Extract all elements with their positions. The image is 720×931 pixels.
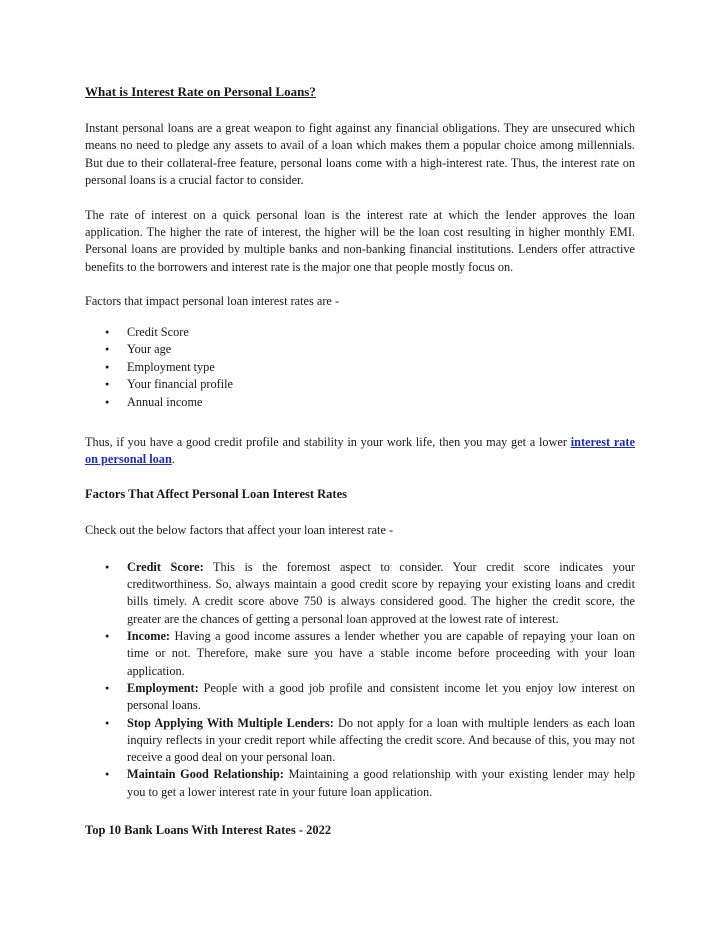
list-item [85,766,635,801]
detail-list [85,559,635,801]
list-item-text: Having a good income assures a lender whether you are capable of repaying your loan on time or not. Therefore, make sure you have a stable income before proceeding with your loan application. [127,629,635,678]
page-heading: What is Interest Rate on Personal Loans? [85,84,316,99]
list-item: ● Your financial profile [85,376,635,394]
document-page [85,82,635,858]
list-item: ● Annual income [85,394,635,412]
intro-paragraph: Instant personal loans are a great weapon to fight against any financial obligations. They are unsecured which means no need to pledge any assets to avail of a loan which makes them a popular choice among millennials. But due to their collateral-free feature, personal loans come with a high-interest rate. Thus, the interest rate on personal loans is a crucial factor to consider. [85,121,635,188]
list-item: ● Employment type [85,359,635,377]
list-item-term: Credit Score: [127,559,204,574]
list-item-text: This is the foremost aspect to consider. Your credit score indicates your creditworthiness. So, always maintain a good credit score by repaying your existing loans and credit bills timely. A credit score above 750 is always considered good. The higher the credit score, the greater are the chances of getting a personal loan approved at the lowest rate of interest. [127,559,636,626]
section-intro: Check out the below factors that affect your loan interest rate - [85,523,394,538]
section-heading: Factors That Affect Personal Loan Interest Rates [85,487,347,502]
factors-lead-paragraph: Factors that impact personal loan interest rates are - [85,294,340,309]
list-item [85,559,635,628]
list-item: ● Your age [85,341,635,359]
list-item-term: Income: [127,629,171,644]
list-item-term: Maintain Good Relationship: [127,767,284,782]
final-heading: Top 10 Bank Loans With Interest Rates - 2022 [85,823,332,837]
list-item-text: Maintaining a good relationship with your existing lender may help you to get a lower interest rate in your future loan application. [127,767,635,799]
list-item-term: Employment: [127,680,199,695]
list-item-text: Do not apply for a loan with multiple lenders as each loan inquiry reflects in your credit report while affecting the credit score. And because of this, you may not receive a good deal on your personal loan. [127,715,635,765]
list-item: ● Credit Score [85,324,635,342]
list-item [85,715,635,767]
list-item-text: People with a good job profile and consistent income let you enjoy low interest on personal loans. [127,680,635,713]
factors-list [85,324,635,412]
rate-paragraph: The rate of interest on a quick personal loan is the interest rate at which the lender approves the loan application. The higher the rate of interest, the higher will be the loan cost resulting in higher monthly EMI. Personal loans are provided by multiple banks and non-banking financial institutions. Lenders offer attractive benefits to the borrowers and interest rate is the major one that people mostly focus on. [85,207,635,274]
interest-rate-link[interactable]: interest rate on personal loan [85,434,635,467]
conclusion-end: . [171,452,175,467]
list-item [85,680,635,715]
conclusion-paragraph [85,434,635,469]
conclusion-text: Thus, if you have a good credit profile and stability in your work life, then you may get a lower [85,434,571,449]
list-item-term: Stop Applying With Multiple Lenders: [127,715,334,730]
list-item [85,628,635,680]
